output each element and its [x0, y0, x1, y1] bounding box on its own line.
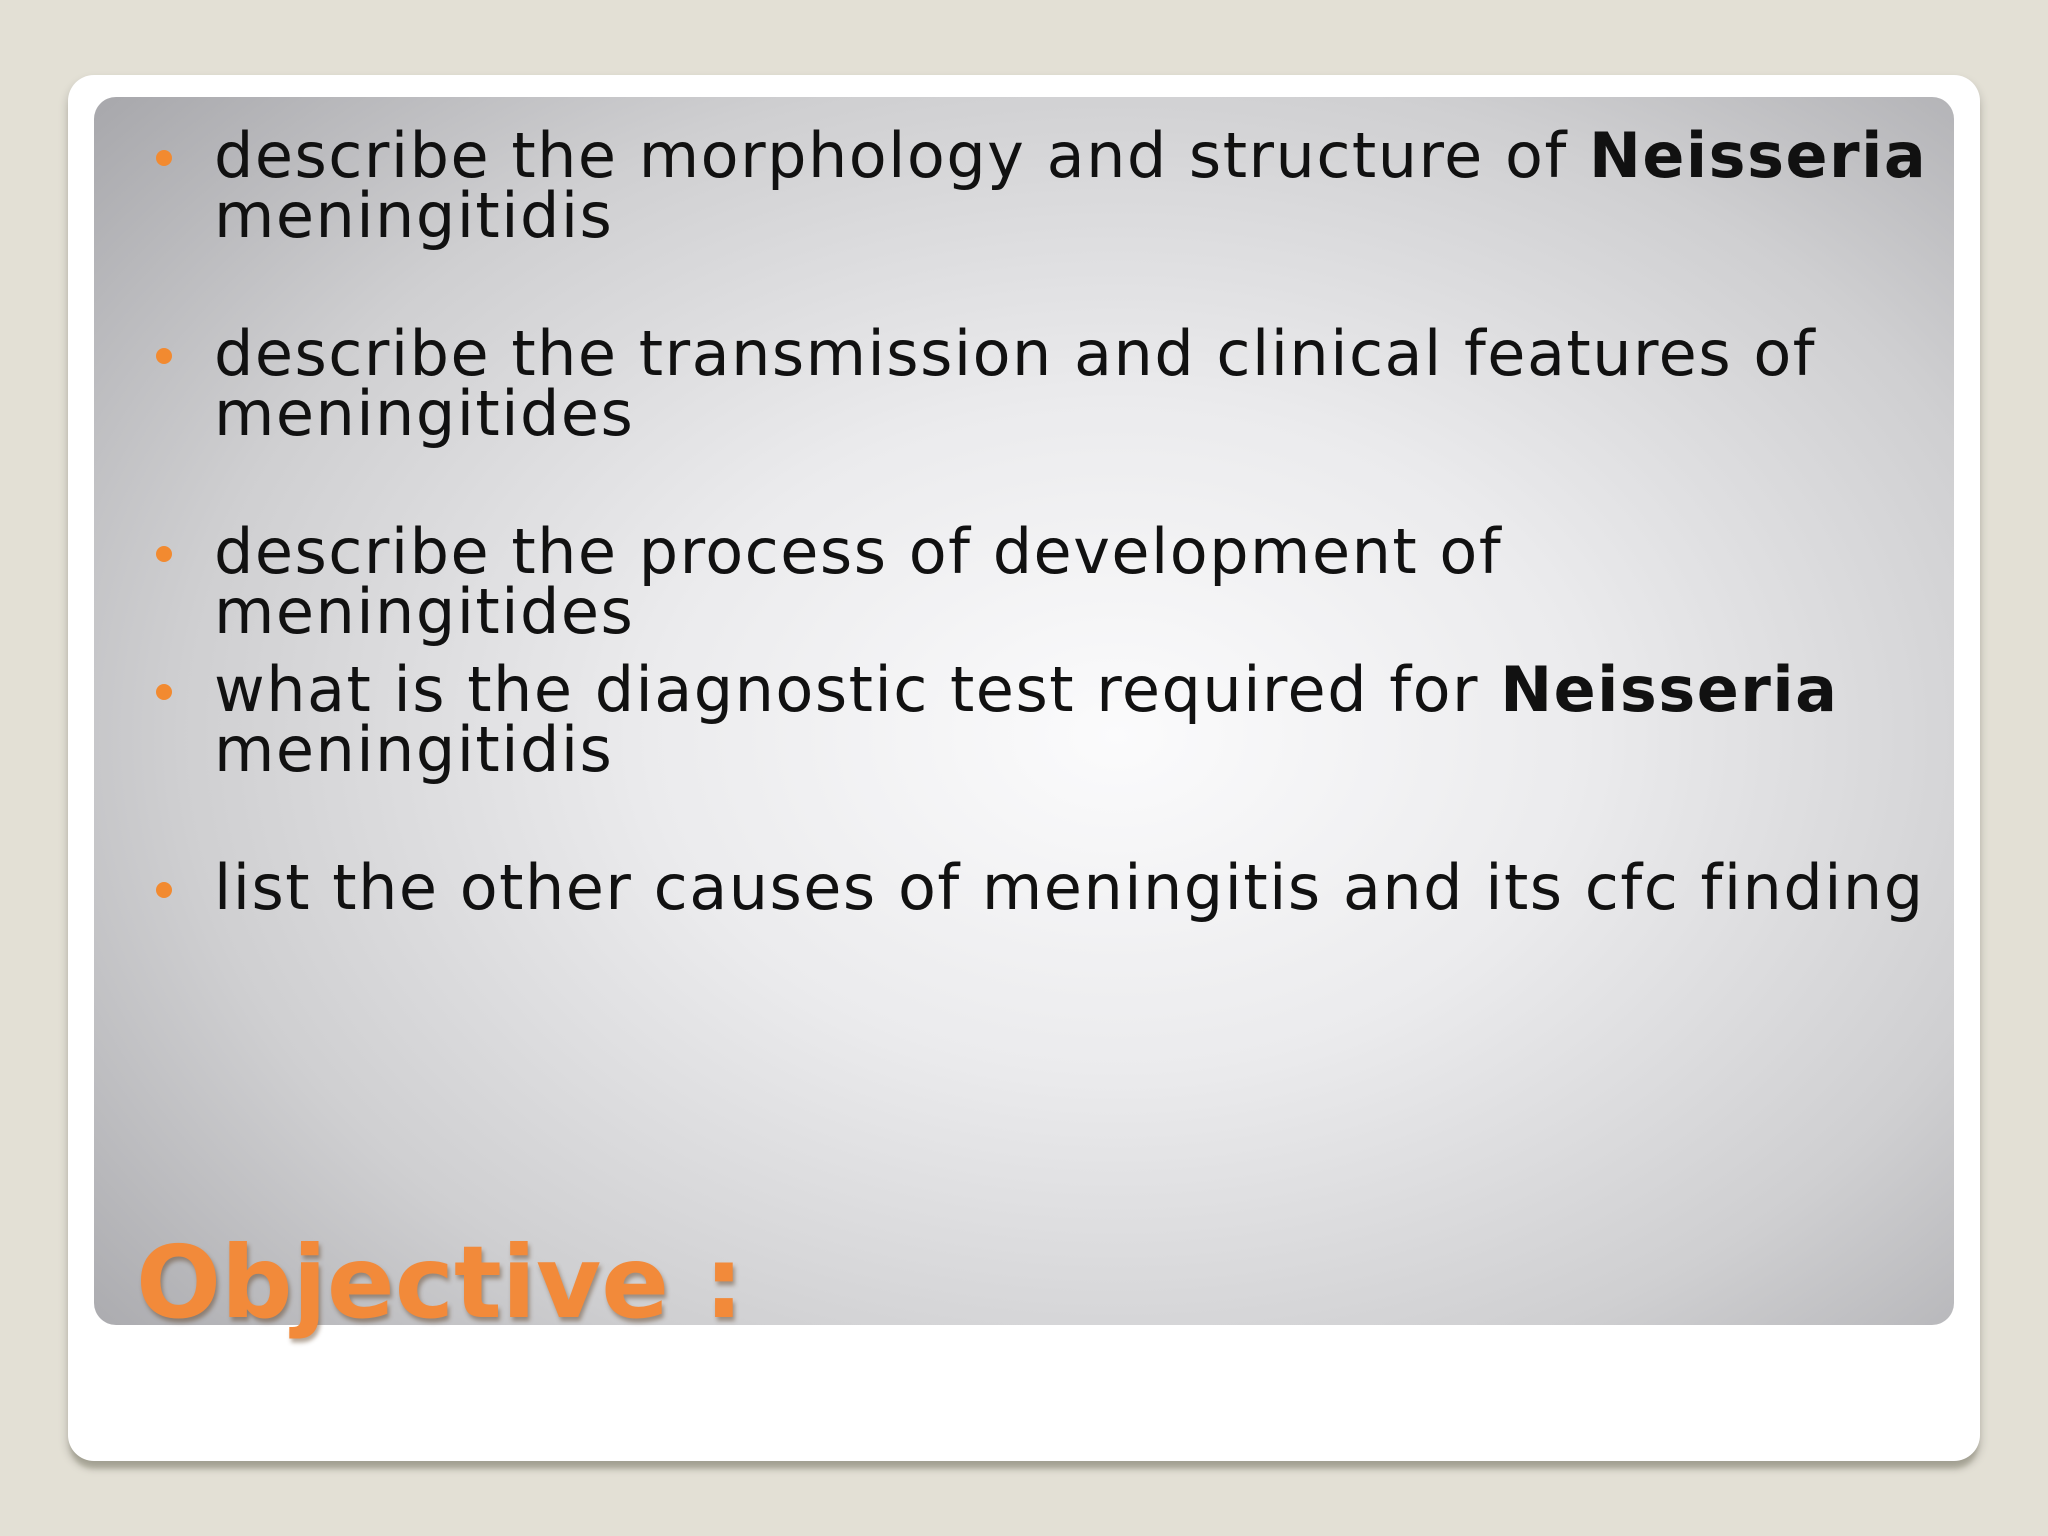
- item-text: list the other causes of meningitis and its cfc finding: [214, 851, 1925, 924]
- item-text: what is the diagnostic test required for: [214, 653, 1501, 726]
- list-item: [150, 119, 1940, 252]
- item-text: describe the transmission and clinical features of meningitides: [214, 317, 1817, 450]
- item-text: describe the morphology and structure of: [214, 119, 1589, 192]
- item-text: describe the process of development of meningitides: [214, 515, 1503, 648]
- list-item: [150, 851, 1925, 924]
- bullet-dot-icon: [156, 348, 172, 364]
- item-text-tail: meningitidis: [214, 179, 614, 252]
- list-item: [150, 515, 1940, 648]
- item-text-tail: meningitidis: [214, 713, 614, 786]
- bullet-dot-icon: [156, 546, 172, 562]
- bullet-dot-icon: [156, 882, 172, 898]
- list-item: [150, 653, 1940, 786]
- item-bold-text: Neisseria: [1500, 653, 1839, 726]
- list-item: [150, 317, 1940, 450]
- bullet-dot-icon: [156, 150, 172, 166]
- slide-title: Objective :: [136, 1224, 744, 1341]
- item-bold-text: Neisseria: [1588, 119, 1928, 192]
- bullet-dot-icon: [156, 684, 172, 700]
